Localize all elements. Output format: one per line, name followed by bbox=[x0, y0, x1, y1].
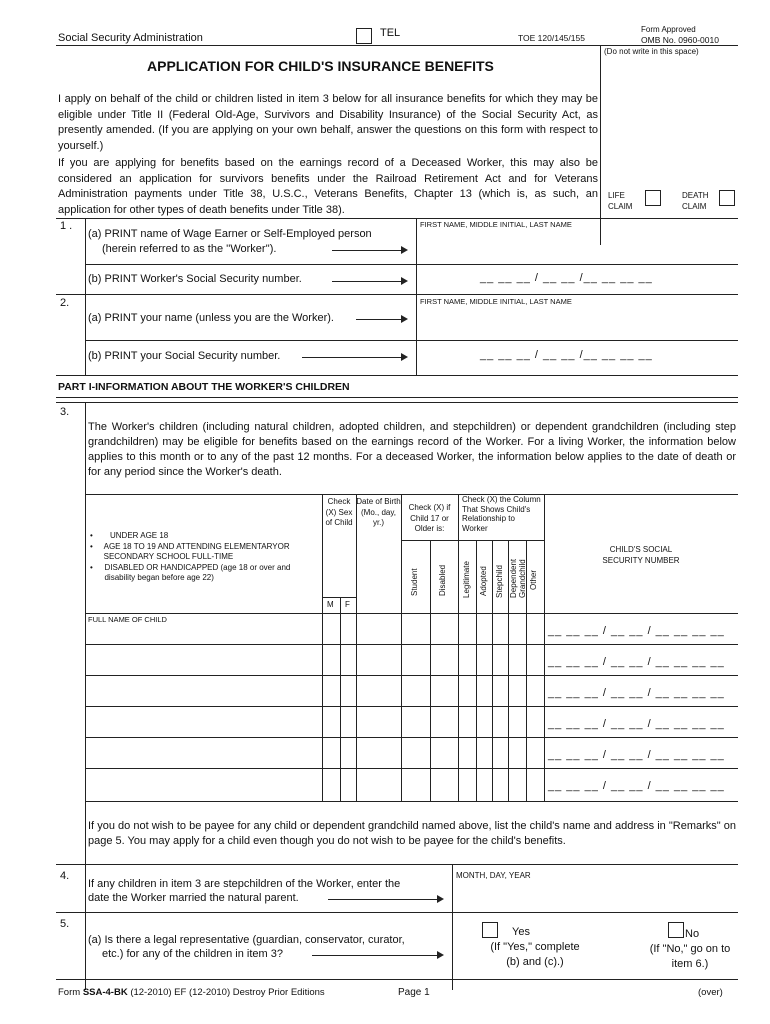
death-claim-label: DEATH CLAIM bbox=[682, 191, 709, 211]
col-stepchild: Stepchild bbox=[495, 565, 504, 598]
child-name-field-5[interactable] bbox=[86, 738, 322, 767]
col-student: Student bbox=[410, 568, 419, 596]
item-4-label-line2: date the Worker married the natural parent. bbox=[88, 892, 299, 904]
worker-ssn-field[interactable]: __ __ __ / __ __ /__ __ __ __ bbox=[480, 272, 653, 284]
item-2-number: 2. bbox=[60, 297, 70, 309]
item-2b-label: (b) PRINT your Social Security number. bbox=[88, 350, 281, 362]
child-ssn-field-5[interactable]: __ __ __ / __ __ / __ __ __ __ bbox=[548, 749, 725, 761]
omb-number: OMB No. 0960-0010 bbox=[641, 35, 719, 45]
form-footer: Form SSA-4-BK (12-2010) EF (12-2010) Destroy Prior Editions bbox=[58, 987, 325, 998]
legal-rep-yes-checkbox[interactable] bbox=[482, 922, 498, 938]
col-dependent-grandchild: Dependent Grandchild bbox=[509, 558, 527, 598]
child-name-field-6[interactable] bbox=[86, 769, 322, 800]
death-claim-checkbox[interactable] bbox=[719, 190, 735, 206]
tel-label: TEL bbox=[380, 27, 401, 39]
toe-code: TOE 120/145/155 bbox=[518, 33, 585, 43]
child-name-field-1[interactable] bbox=[86, 625, 322, 643]
item-2-name-header: FIRST NAME, MIDDLE INITIAL, LAST NAME bbox=[420, 297, 572, 306]
do-not-write-note: (Do not write in this space) bbox=[604, 47, 699, 56]
worker-name-field[interactable] bbox=[420, 230, 736, 262]
page-number: Page 1 bbox=[398, 987, 430, 998]
child-name-field-3[interactable] bbox=[86, 676, 322, 705]
sex-m-label: M bbox=[327, 600, 334, 609]
col-dob-header: Date of Birth (Mo., day, yr.) bbox=[356, 497, 401, 527]
child-ssn-field-2[interactable]: __ __ __ / __ __ / __ __ __ __ bbox=[548, 656, 725, 668]
yes-instruction: (If "Yes," complete (b) and (c).) bbox=[490, 941, 580, 968]
agency-name: Social Security Administration bbox=[58, 32, 203, 44]
applicant-name-field[interactable] bbox=[420, 307, 736, 337]
child-ssn-field-1[interactable]: __ __ __ / __ __ / __ __ __ __ bbox=[548, 625, 725, 637]
child-ssn-field-3[interactable]: __ __ __ / __ __ / __ __ __ __ bbox=[548, 687, 725, 699]
page-title: APPLICATION FOR CHILD'S INSURANCE BENEFITS bbox=[147, 58, 494, 74]
child-ssn-field-6[interactable]: __ __ __ / __ __ / __ __ __ __ bbox=[548, 780, 725, 792]
item-1a-label-line2: (herein referred to as the ''Worker''). bbox=[102, 243, 277, 255]
yes-label: Yes bbox=[512, 926, 530, 938]
life-claim-checkbox[interactable] bbox=[645, 190, 661, 206]
col-relationship-header: Check (X) the Column That Shows Child's Relationship to Worker bbox=[462, 495, 541, 533]
item-4-date-header: MONTH, DAY, YEAR bbox=[456, 871, 531, 880]
payee-note: If you do not wish to be payee for any child or dependent grandchild named above, list the child's name and address in "Remarks" on page 5. You may apply for a child even though you do not wish to be payee for the child's benefits. bbox=[88, 820, 736, 847]
marriage-date-field[interactable] bbox=[456, 882, 736, 910]
legal-rep-no-checkbox[interactable] bbox=[668, 922, 684, 938]
item-1-name-header: FIRST NAME, MIDDLE INITIAL, LAST NAME bbox=[420, 220, 572, 229]
intro-paragraph-2: If you are applying for benefits based on the earnings record of a Deceased Worker, this may also be considered an application for survivors benefits under the Railroad Retirement Act and for Veterans Administration payments under Title 38, U.S.C., Veterans Benefits, Chapter 13 (which is, as such, an application for other types of death benefits under Title 38). bbox=[58, 157, 598, 216]
item-1b-label: (b) PRINT Worker's Social Security number. bbox=[88, 273, 302, 285]
child-name-field-4[interactable] bbox=[86, 707, 322, 736]
item-4-label-line1: If any children in item 3 are stepchildren of the Worker, enter the bbox=[88, 878, 401, 890]
child-name-field-2[interactable] bbox=[86, 645, 322, 674]
tel-checkbox[interactable] bbox=[356, 28, 372, 44]
item-4-number: 4. bbox=[60, 870, 70, 882]
item-3-text: The Worker's children (including natural children, adopted children, and stepchildren) or dependent grandchildren (including step grandchildren) may be eligible for benefits based on the earnings record of the Worker. For a living Worker, the information below applies to this month or to any of the past 12 months. For a deceased Worker, the information below applies to the date of death or for any period since the Worker's death. bbox=[88, 421, 736, 478]
no-instruction: (If "No," go on to item 6.) bbox=[649, 943, 731, 970]
over-note: (over) bbox=[698, 987, 723, 998]
child-ssn-field-4[interactable]: __ __ __ / __ __ / __ __ __ __ bbox=[548, 718, 725, 730]
col-legitimate: Legitimate bbox=[462, 561, 471, 598]
eligibility-bullets: • UNDER AGE 18 • AGE 18 TO 19 AND ATTENDING ELEMENTARYOR SECONDARY SCHOOL FULL-TIME • DISABLED OR HANDICAPPED (age 18 or over and disability began before age 22) bbox=[90, 531, 291, 582]
item-5a-label-line1: (a) Is there a legal representative (guardian, conservator, curator, bbox=[88, 934, 405, 946]
item-5a-label-line2: etc.) for any of the children in item 3? bbox=[102, 948, 283, 960]
full-name-header: FULL NAME OF CHILD bbox=[88, 615, 167, 624]
item-1-number: 1 . bbox=[60, 220, 73, 232]
life-claim-label: LIFE CLAIM bbox=[608, 191, 633, 211]
col-adopted: Adopted bbox=[479, 566, 488, 596]
form-approved: Form Approved bbox=[641, 25, 696, 34]
item-2a-label: (a) PRINT your name (unless you are the Worker). bbox=[88, 312, 334, 324]
col-other: Other bbox=[529, 569, 538, 590]
no-label: No bbox=[685, 928, 700, 940]
part-1-heading: PART I-INFORMATION ABOUT THE WORKER'S CHILDREN bbox=[58, 381, 350, 393]
col-older-header: Check (X) if Child 17 or Older is: bbox=[408, 503, 451, 533]
col-disabled: Disabled bbox=[438, 564, 447, 596]
sex-f-label: F bbox=[345, 600, 350, 609]
intro-paragraph-1: I apply on behalf of the child or children listed in item 3 below for all insurance benefits for which they may be eligible under Title II (Federal Old-Age, Survivors and Disability Insurance) of the Social Security Act, as presently amended. (If you are applying on your own behalf, answer the questions on this form with respect to yourself.) bbox=[58, 93, 598, 152]
applicant-ssn-field[interactable]: __ __ __ / __ __ /__ __ __ __ bbox=[480, 349, 653, 361]
col-sex-header: Check (X) Sex of Child bbox=[325, 497, 353, 527]
item-1a-label-line1: (a) PRINT name of Wage Earner or Self-Employed person bbox=[88, 228, 372, 240]
child-ssn-header: CHILD'S SOCIAL SECURITY NUMBER bbox=[602, 545, 680, 565]
item-3-number: 3. bbox=[60, 406, 70, 418]
item-5-number: 5. bbox=[60, 918, 70, 930]
